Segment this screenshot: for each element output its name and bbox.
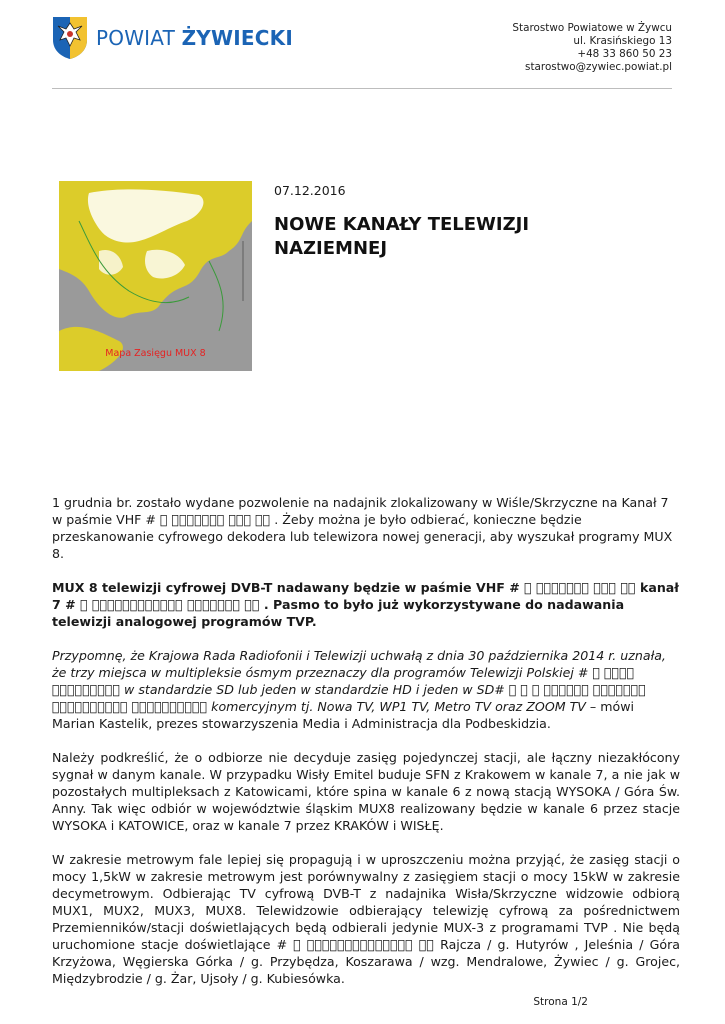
quote-text: Przypomnę, że Krajowa Rada Radiofonii i Telewizji uchwałą z dnia 30 października 2014 r. uznała, że trzy miejsca w multipleksie ósmym przeznaczy dla programów Telewizji Polskiej #                  w standardzie SD lub jeden w standardzie HD i jeden w SD#                                            komercyjnym tj. Nowa TV, WP1 TV, Metro TV oraz ZOOM TV [52,648,666,714]
coat-of-arms-icon [52,16,88,60]
paragraph-1: 1 grudnia br. zostało wydane pozwolenie na nadajnik zlokalizowany w Wiśle/Skrzyczne na Kanał 7 w paśmie VHF #                  . Żeby można je było odbierać, konieczne będzie przeskanowanie cyfrowego dekodera lub telewizora nowej generacji, aby wyszukał programy MUX 8. [52,495,673,561]
office-email: starostwo@zywiec.powiat.pl [525,61,672,73]
article-body [52,494,680,1004]
paragraph-4: Należy podkreślić, że o odbiorze nie decyduje zasięg pojedynczej stacji, ale łączny niezakłócony sygnał w danym kanale. W przypadku Wisły Emitel buduje SFN z Krakowem w kanale 7, a nie jak w pozostałych multipleksach z Katowicami, które spina w kanale 6 z nową stacją WYSOKA / Góra Św. Anny. Tak więc odbiór w województwie śląskim MUX8 realizowany będzie w kanale 6 przez stacje WYSOKA i KATOWICE, oraz w kanale 7 przez KRAKÓW i WISŁĘ. [52,750,680,833]
office-address: ul. Krasińskiego 13 [573,35,672,47]
office-phone: +48 33 860 50 23 [577,48,672,60]
coverage-map-image [59,181,252,371]
header-divider [52,88,672,89]
quote-attribution: – mówi Marian Kastelik, prezes stowarzyszenia Media i Administracja dla Podbeskidzia. [52,699,634,731]
paragraph-3 [52,647,680,732]
map-caption: Mapa Zasięgu MUX 8 [105,348,206,359]
article-title: NOWE KANAŁY TELEWIZJI NAZIEMNEJ [274,214,530,259]
powiat-logo [52,16,293,60]
office-name: Starostwo Powiatowe w Żywcu [512,22,672,34]
logo-text: POWIAT ŻYWIECKI [96,25,293,50]
article-date: 07.12.2016 [274,183,346,198]
paragraph-2: MUX 8 telewizji cyfrowej DVB-T nadawany będzie w paśmie VHF #                  kanał 7 #                           . Pasmo to było już wykorzystywane do nadawania telewizji analogowej programów TVP. [52,580,679,629]
page-number: Strona 1/2 [533,996,588,1008]
paragraph-5: W zakresie metrowym fale lepiej się propagują i w uproszczeniu można przyjąć, że zasięg stacji o mocy 1,5kW w zakresie metrowym jest porównywalny z zasięgiem stacji o mocy 15kW w zakresie decymetrowym. Odbierając TV cyfrową DVB-T z nadajnika Wisła/Skrzyczne widzowie odbiorą MUX1, MUX2, MUX3, MUX8. Telewidzowie odbierający telewizję cyfrową za pośrednictwem Przemienników/stacji doświetlających będą odbierali jedynie MUX-3 z programami TVP . Nie będą uruchomione stacje doświetlające #                     Rajcza / g. Hutyrów , Jeleśnia / Góra Krzyżowa, Węgierska Górka / g. Przybędza, Koszarawa / wzg. Mendralowe, Żywiec / g. Grojec, Międzybrodzie / g. Żar, Ujsoły / g. Kubiesówka. [52,852,680,986]
contact-info [512,22,672,74]
